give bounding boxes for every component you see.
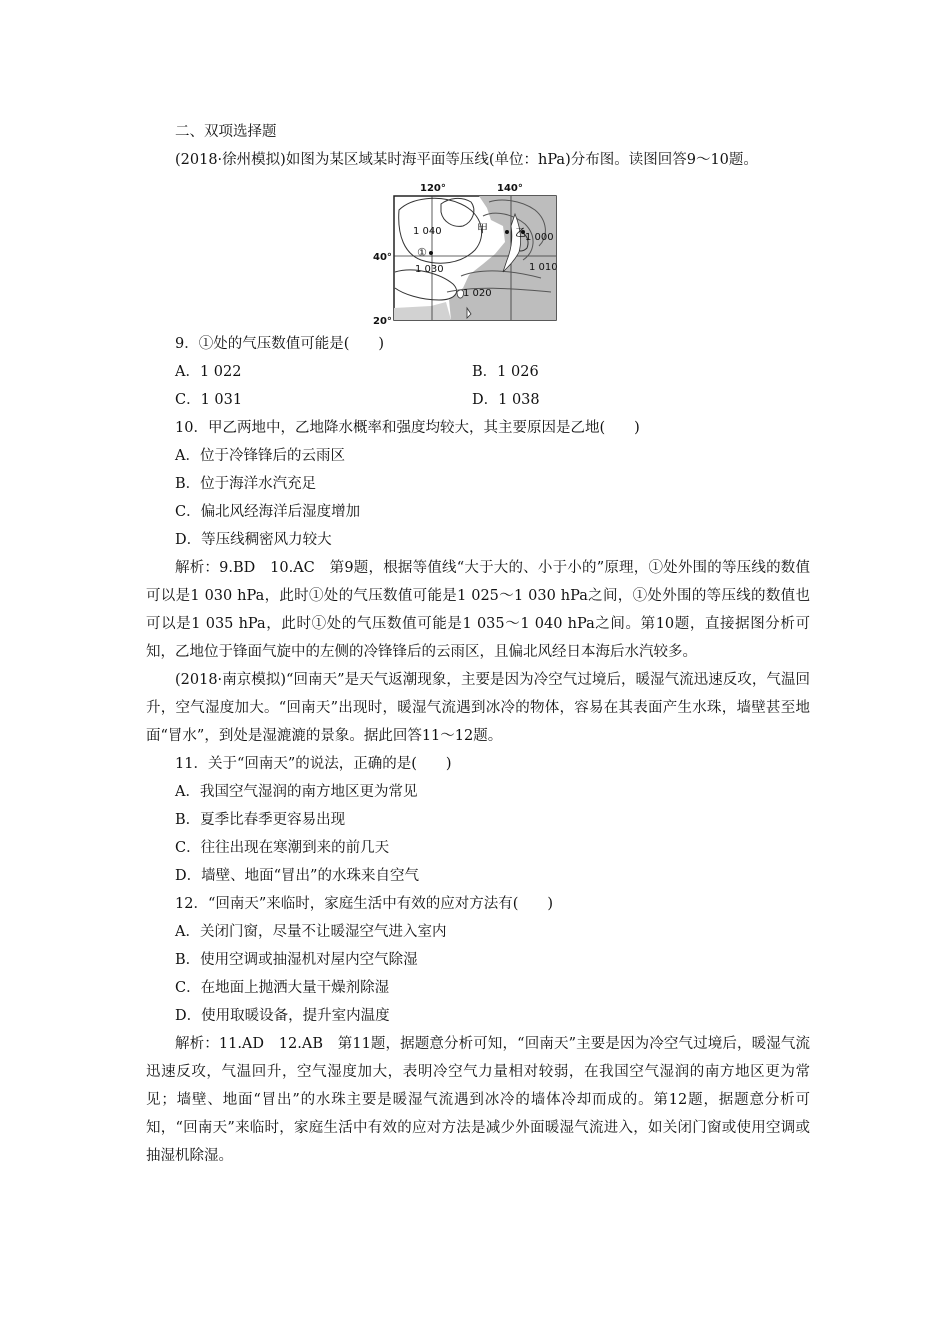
q12-option-b: B．使用空调或抽湿机对屋内空气除湿 <box>175 952 418 968</box>
question-9-options-row-1 <box>146 358 810 386</box>
q11-option-a: A．我国空气湿润的南方地区更为常见 <box>175 784 418 800</box>
lon-label-140: 140° <box>497 183 523 194</box>
q9-option-a: A．1 022 <box>175 364 242 380</box>
analysis-paragraph-1: 解析：9.BD 10.AC 第9题，根据等值线“大于大的、小于小的”原理，①处外围的等压线的数值可以是1 030 hPa，此时①处的气压数值可能是1 025～1 030 hPa之间，①处外围的等压线的数值也可以是1 035 hPa，此时①处的气压数值可能是1 035～1 040 hPa之间。第10题，直接据图分析可知，乙地位于锋面气旋中的左侧的冷锋锋后的云雨区，且偏北风经日本海后水汽较多。 <box>146 560 810 660</box>
document-page <box>146 118 810 1170</box>
isobar-label-1020: 1 020 <box>463 288 492 299</box>
place-label-yi: 乙 <box>515 226 526 239</box>
q12-option-c: C．在地面上抛洒大量干燥剂除湿 <box>175 980 390 996</box>
isobar-label-1030: 1 030 <box>415 264 444 275</box>
q9-option-c: C．1 031 <box>175 392 243 408</box>
q11-option-b: B．夏季比春季更容易出现 <box>175 812 346 828</box>
q9-option-d: D．1 038 <box>472 392 540 408</box>
isobar-map <box>373 180 561 327</box>
q11-option-c: C．往往出现在寒潮到来的前几天 <box>175 840 390 856</box>
isobar-map-figure <box>146 180 810 326</box>
question-9-options-row-2 <box>146 386 810 414</box>
section-title: 二、双项选择题 <box>175 124 277 140</box>
place-label-point-1: ① <box>417 246 427 259</box>
question-9-stem: 9．①处的气压数值可能是( ) <box>175 336 385 352</box>
q10-option-c: C．偏北风经海洋后湿度增加 <box>175 504 361 520</box>
q10-option-a: A．位于冷锋锋后的云雨区 <box>175 448 345 464</box>
place-label-jia: 甲 <box>477 222 488 235</box>
question-10-stem: 10．甲乙两地中，乙地降水概率和强度均较大，其主要原因是乙地( ) <box>175 420 640 436</box>
analysis-paragraph-2: 解析：11.AD 12.AB 第11题，据题意分析可知，“回南天”主要是因为冷空气过境后，暖湿气流迅速反攻，气温回升，空气湿度加大，表明冷空气力量相对较弱，在我国空气湿润的南方地区更为常见；墙壁、地面“冒出”的水珠主要是暖湿气流遇到冰冷的墙体冷却而成的。第12题，据题意分析可知，“回南天”来临时，家庭生活中有效的应对方法是减少外面暖湿气流进入，如关闭门窗或使用空调或抽湿机除湿。 <box>146 1036 810 1164</box>
q11-option-d: D．墙壁、地面“冒出”的水珠来自空气 <box>175 868 419 884</box>
isobar-label-1000: 1 000 <box>525 232 554 243</box>
lat-label-20: 20° <box>373 316 392 327</box>
isobar-label-1010: 1 010 <box>529 262 558 273</box>
lat-label-40: 40° <box>373 252 392 263</box>
q12-option-d: D．使用取暖设备，提升室内温度 <box>175 1008 390 1024</box>
q12-option-a: A．关闭门窗，尽量不让暖湿空气进入室内 <box>175 924 447 940</box>
isobar-label-1040: 1 040 <box>413 226 442 237</box>
question-11-stem: 11．关于“回南天”的说法，正确的是( ) <box>175 756 452 772</box>
lon-label-120: 120° <box>420 183 446 194</box>
q10-option-d: D．等压线稠密风力较大 <box>175 532 332 548</box>
question-12-stem: 12．“回南天”来临时，家庭生活中有效的应对方法有( ) <box>175 896 554 912</box>
q10-option-b: B．位于海洋水汽充足 <box>175 476 317 492</box>
intro-paragraph-2: (2018·南京模拟)“回南天”是天气返潮现象，主要是因为冷空气过境后，暖湿气流迅速反攻，气温回升，空气湿度加大。“回南天”出现时，暖湿气流遇到冰冷的物体，容易在其表面产生水珠，墙壁甚至地面“冒水”，到处是湿漉漉的景象。据此回答11～12题。 <box>146 672 810 744</box>
q9-option-b: B．1 026 <box>472 364 539 380</box>
intro-paragraph-1: (2018·徐州模拟)如图为某区域某时海平面等压线(单位：hPa)分布图。读图回答9～10题。 <box>175 152 758 168</box>
